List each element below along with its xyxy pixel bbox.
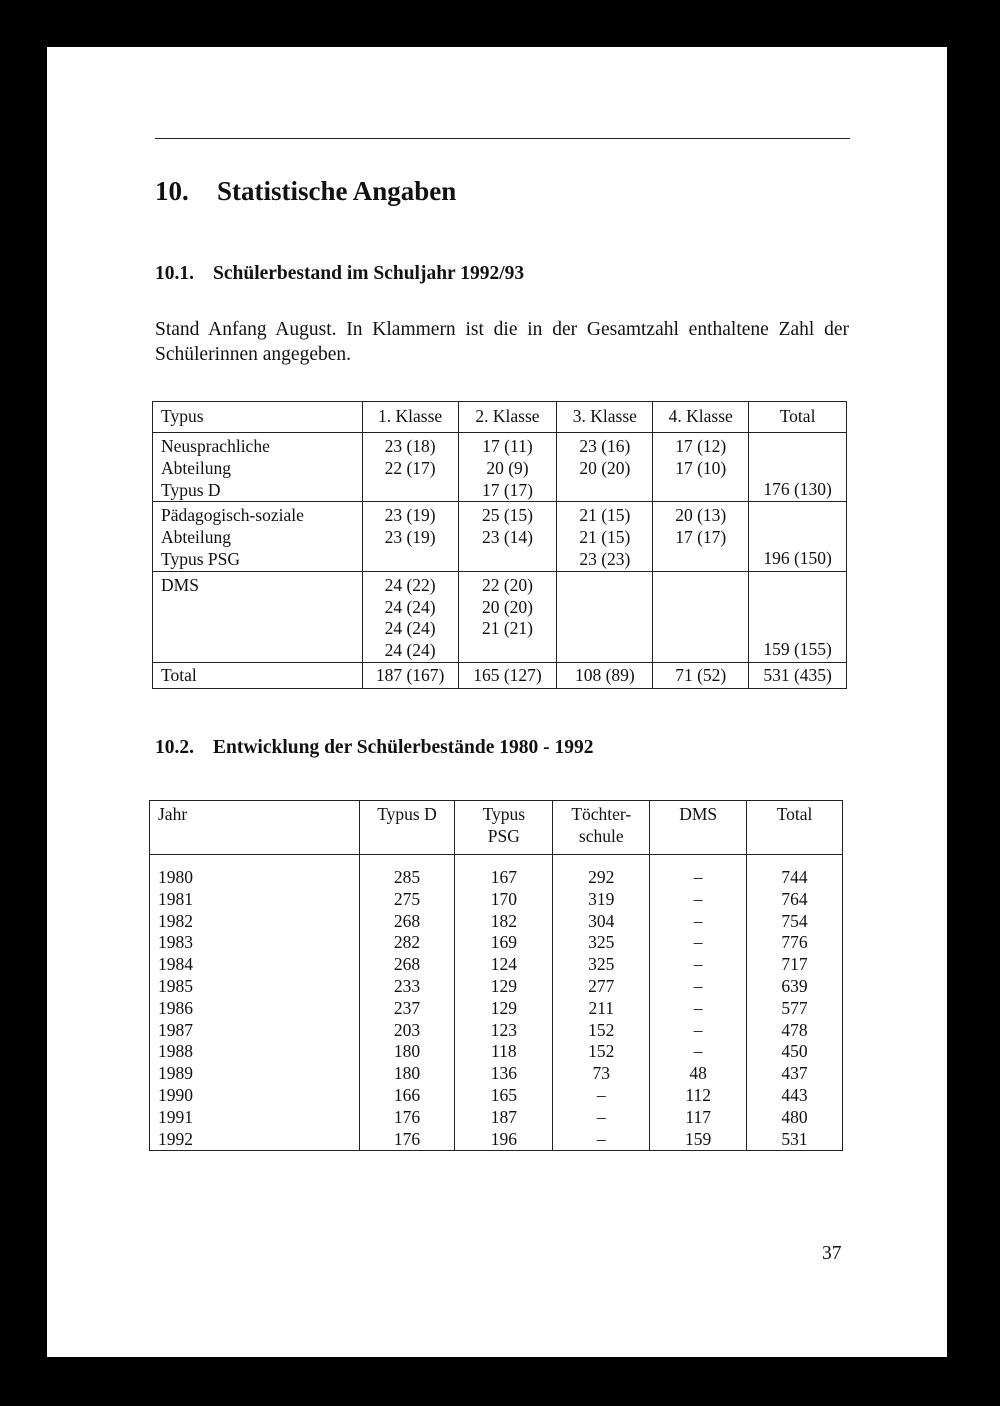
enrollment-history-table: [149, 800, 843, 1151]
table-cell: 152: [553, 1020, 650, 1042]
table-cell: 22 (20) 20 (20) 21 (21): [458, 571, 557, 662]
column-header: Töchter- schule: [553, 801, 650, 855]
group-total: 176 (130): [749, 433, 847, 502]
table-cell: 1982: [150, 911, 360, 933]
column-header: Typus D: [359, 801, 455, 855]
table-cell: 48: [650, 1063, 747, 1085]
table-cell: 159: [650, 1129, 747, 1151]
table-cell: 319: [553, 889, 650, 911]
table-cell: 764: [747, 889, 843, 911]
table-cell: 531 (435): [749, 662, 847, 688]
table-cell: 480: [747, 1107, 843, 1129]
table-cell: 776: [747, 932, 843, 954]
table-cell: –: [553, 1107, 650, 1129]
table-row: [150, 1129, 843, 1151]
table-cell: 25 (15) 23 (14): [458, 502, 557, 571]
table-cell: 167: [455, 855, 553, 889]
table-row: [150, 976, 843, 998]
column-header: 1. Klasse: [362, 402, 458, 433]
section-heading-2: [155, 737, 593, 759]
page: [47, 47, 947, 1357]
table-cell: –: [650, 855, 747, 889]
section-title: Entwicklung der Schülerbestände 1980 - 1992: [213, 737, 594, 758]
table-row: [150, 889, 843, 911]
chapter-heading: [155, 176, 456, 207]
table-cell: 531: [747, 1129, 843, 1151]
table-cell: 17 (11) 20 (9) 17 (17): [458, 433, 557, 502]
table-cell: 744: [747, 855, 843, 889]
table-cell: 304: [553, 911, 650, 933]
row-label: DMS: [153, 571, 363, 662]
table-row: [150, 855, 843, 889]
table-cell: 123: [455, 1020, 553, 1042]
table-cell: 1990: [150, 1085, 360, 1107]
table-cell: 176: [359, 1107, 455, 1129]
table-cell: 754: [747, 911, 843, 933]
chapter-number: 10.: [155, 176, 189, 206]
table-cell: 24 (22) 24 (24) 24 (24) 24 (24): [362, 571, 458, 662]
table-cell: 152: [553, 1041, 650, 1063]
table-cell: 268: [359, 954, 455, 976]
table-cell: 129: [455, 976, 553, 998]
row-label: Pädagogisch-soziale Abteilung Typus PSG: [153, 502, 363, 571]
table-cell: –: [650, 1041, 747, 1063]
table-cell: 118: [455, 1041, 553, 1063]
table-cell: 21 (15) 21 (15) 23 (23): [557, 502, 653, 571]
table-cell: –: [650, 932, 747, 954]
table-cell: 176: [359, 1129, 455, 1151]
table-cell: 17 (12) 17 (10): [653, 433, 749, 502]
table-cell: –: [553, 1085, 650, 1107]
row-label: Total: [153, 662, 363, 688]
table-cell: 237: [359, 998, 455, 1020]
intro-paragraph: Stand Anfang August. In Klammern ist die in der Gesamtzahl enthaltene Zahl der Schülerinnen angegeben.: [155, 319, 849, 365]
column-header: Jahr: [150, 801, 360, 855]
total-row: [153, 662, 847, 688]
table-cell: 1988: [150, 1041, 360, 1063]
table-cell: –: [553, 1129, 650, 1151]
table-row: [153, 571, 847, 662]
table-cell: 1980: [150, 855, 360, 889]
table-cell: 717: [747, 954, 843, 976]
table-cell: 1992: [150, 1129, 360, 1151]
table-cell: 282: [359, 932, 455, 954]
table-cell: 20 (13) 17 (17): [653, 502, 749, 571]
table-cell: 1983: [150, 932, 360, 954]
table-cell: 1986: [150, 998, 360, 1020]
table-cell: 169: [455, 932, 553, 954]
table-cell: 187: [455, 1107, 553, 1129]
table-row: [150, 954, 843, 976]
column-header: Total: [747, 801, 843, 855]
table-cell: 639: [747, 976, 843, 998]
column-header: Total: [749, 402, 847, 433]
table-row: [150, 932, 843, 954]
column-header: 4. Klasse: [653, 402, 749, 433]
table-cell: 1981: [150, 889, 360, 911]
table-cell: 437: [747, 1063, 843, 1085]
table-row: [153, 502, 847, 571]
table-row: [150, 1063, 843, 1085]
table-cell: 23 (16) 20 (20): [557, 433, 653, 502]
table-cell: 73: [553, 1063, 650, 1085]
table-cell: –: [650, 976, 747, 998]
table-cell: 275: [359, 889, 455, 911]
table-cell: [653, 571, 749, 662]
table-cell: 1991: [150, 1107, 360, 1129]
table-cell: –: [650, 954, 747, 976]
table-cell: 1984: [150, 954, 360, 976]
table-cell: 180: [359, 1063, 455, 1085]
column-header: 3. Klasse: [557, 402, 653, 433]
table-cell: [557, 571, 653, 662]
section-number: 10.1.: [155, 263, 194, 284]
table-cell: 166: [359, 1085, 455, 1107]
table-cell: 23 (19) 23 (19): [362, 502, 458, 571]
column-header: 2. Klasse: [458, 402, 557, 433]
column-header: Typus: [153, 402, 363, 433]
table-cell: 203: [359, 1020, 455, 1042]
table-row: [150, 1041, 843, 1063]
table-cell: 577: [747, 998, 843, 1020]
table-row: [150, 1107, 843, 1129]
table-row: [150, 1020, 843, 1042]
table-cell: 165 (127): [458, 662, 557, 688]
group-total: 196 (150): [749, 502, 847, 571]
table-cell: 450: [747, 1041, 843, 1063]
table-cell: 112: [650, 1085, 747, 1107]
table-cell: –: [650, 998, 747, 1020]
table-cell: 285: [359, 855, 455, 889]
table-row: [150, 998, 843, 1020]
table-cell: –: [650, 889, 747, 911]
table-cell: –: [650, 1020, 747, 1042]
table-cell: 1987: [150, 1020, 360, 1042]
table-cell: 129: [455, 998, 553, 1020]
enrollment-table-1992-93: [152, 401, 847, 689]
table-cell: 71 (52): [653, 662, 749, 688]
chapter-title: Statistische Angaben: [217, 176, 457, 206]
table-cell: 268: [359, 911, 455, 933]
table-cell: 277: [553, 976, 650, 998]
table-cell: 182: [455, 911, 553, 933]
section-heading-1: [155, 263, 524, 285]
header-rule: [155, 138, 850, 139]
table-cell: –: [650, 911, 747, 933]
table-cell: 124: [455, 954, 553, 976]
table-cell: 325: [553, 932, 650, 954]
table-cell: 443: [747, 1085, 843, 1107]
table-row: [150, 911, 843, 933]
table-cell: 117: [650, 1107, 747, 1129]
table-cell: 187 (167): [362, 662, 458, 688]
table-cell: 478: [747, 1020, 843, 1042]
row-label: Neusprachliche Abteilung Typus D: [153, 433, 363, 502]
table-cell: 211: [553, 998, 650, 1020]
section-number: 10.2.: [155, 737, 194, 758]
table-cell: 196: [455, 1129, 553, 1151]
table-cell: 1989: [150, 1063, 360, 1085]
column-header: Typus PSG: [455, 801, 553, 855]
table-cell: 1985: [150, 976, 360, 998]
table-cell: 292: [553, 855, 650, 889]
table-cell: 180: [359, 1041, 455, 1063]
group-total: 159 (155): [749, 571, 847, 662]
table-row: [153, 433, 847, 502]
section-title: Schülerbestand im Schuljahr 1992/93: [213, 263, 525, 284]
table-cell: 170: [455, 889, 553, 911]
table-cell: 108 (89): [557, 662, 653, 688]
table-cell: 325: [553, 954, 650, 976]
table-cell: 233: [359, 976, 455, 998]
page-number: 37: [822, 1243, 842, 1264]
table-cell: 23 (18) 22 (17): [362, 433, 458, 502]
column-header: DMS: [650, 801, 747, 855]
table-cell: 165: [455, 1085, 553, 1107]
table-row: [150, 1085, 843, 1107]
table-cell: 136: [455, 1063, 553, 1085]
